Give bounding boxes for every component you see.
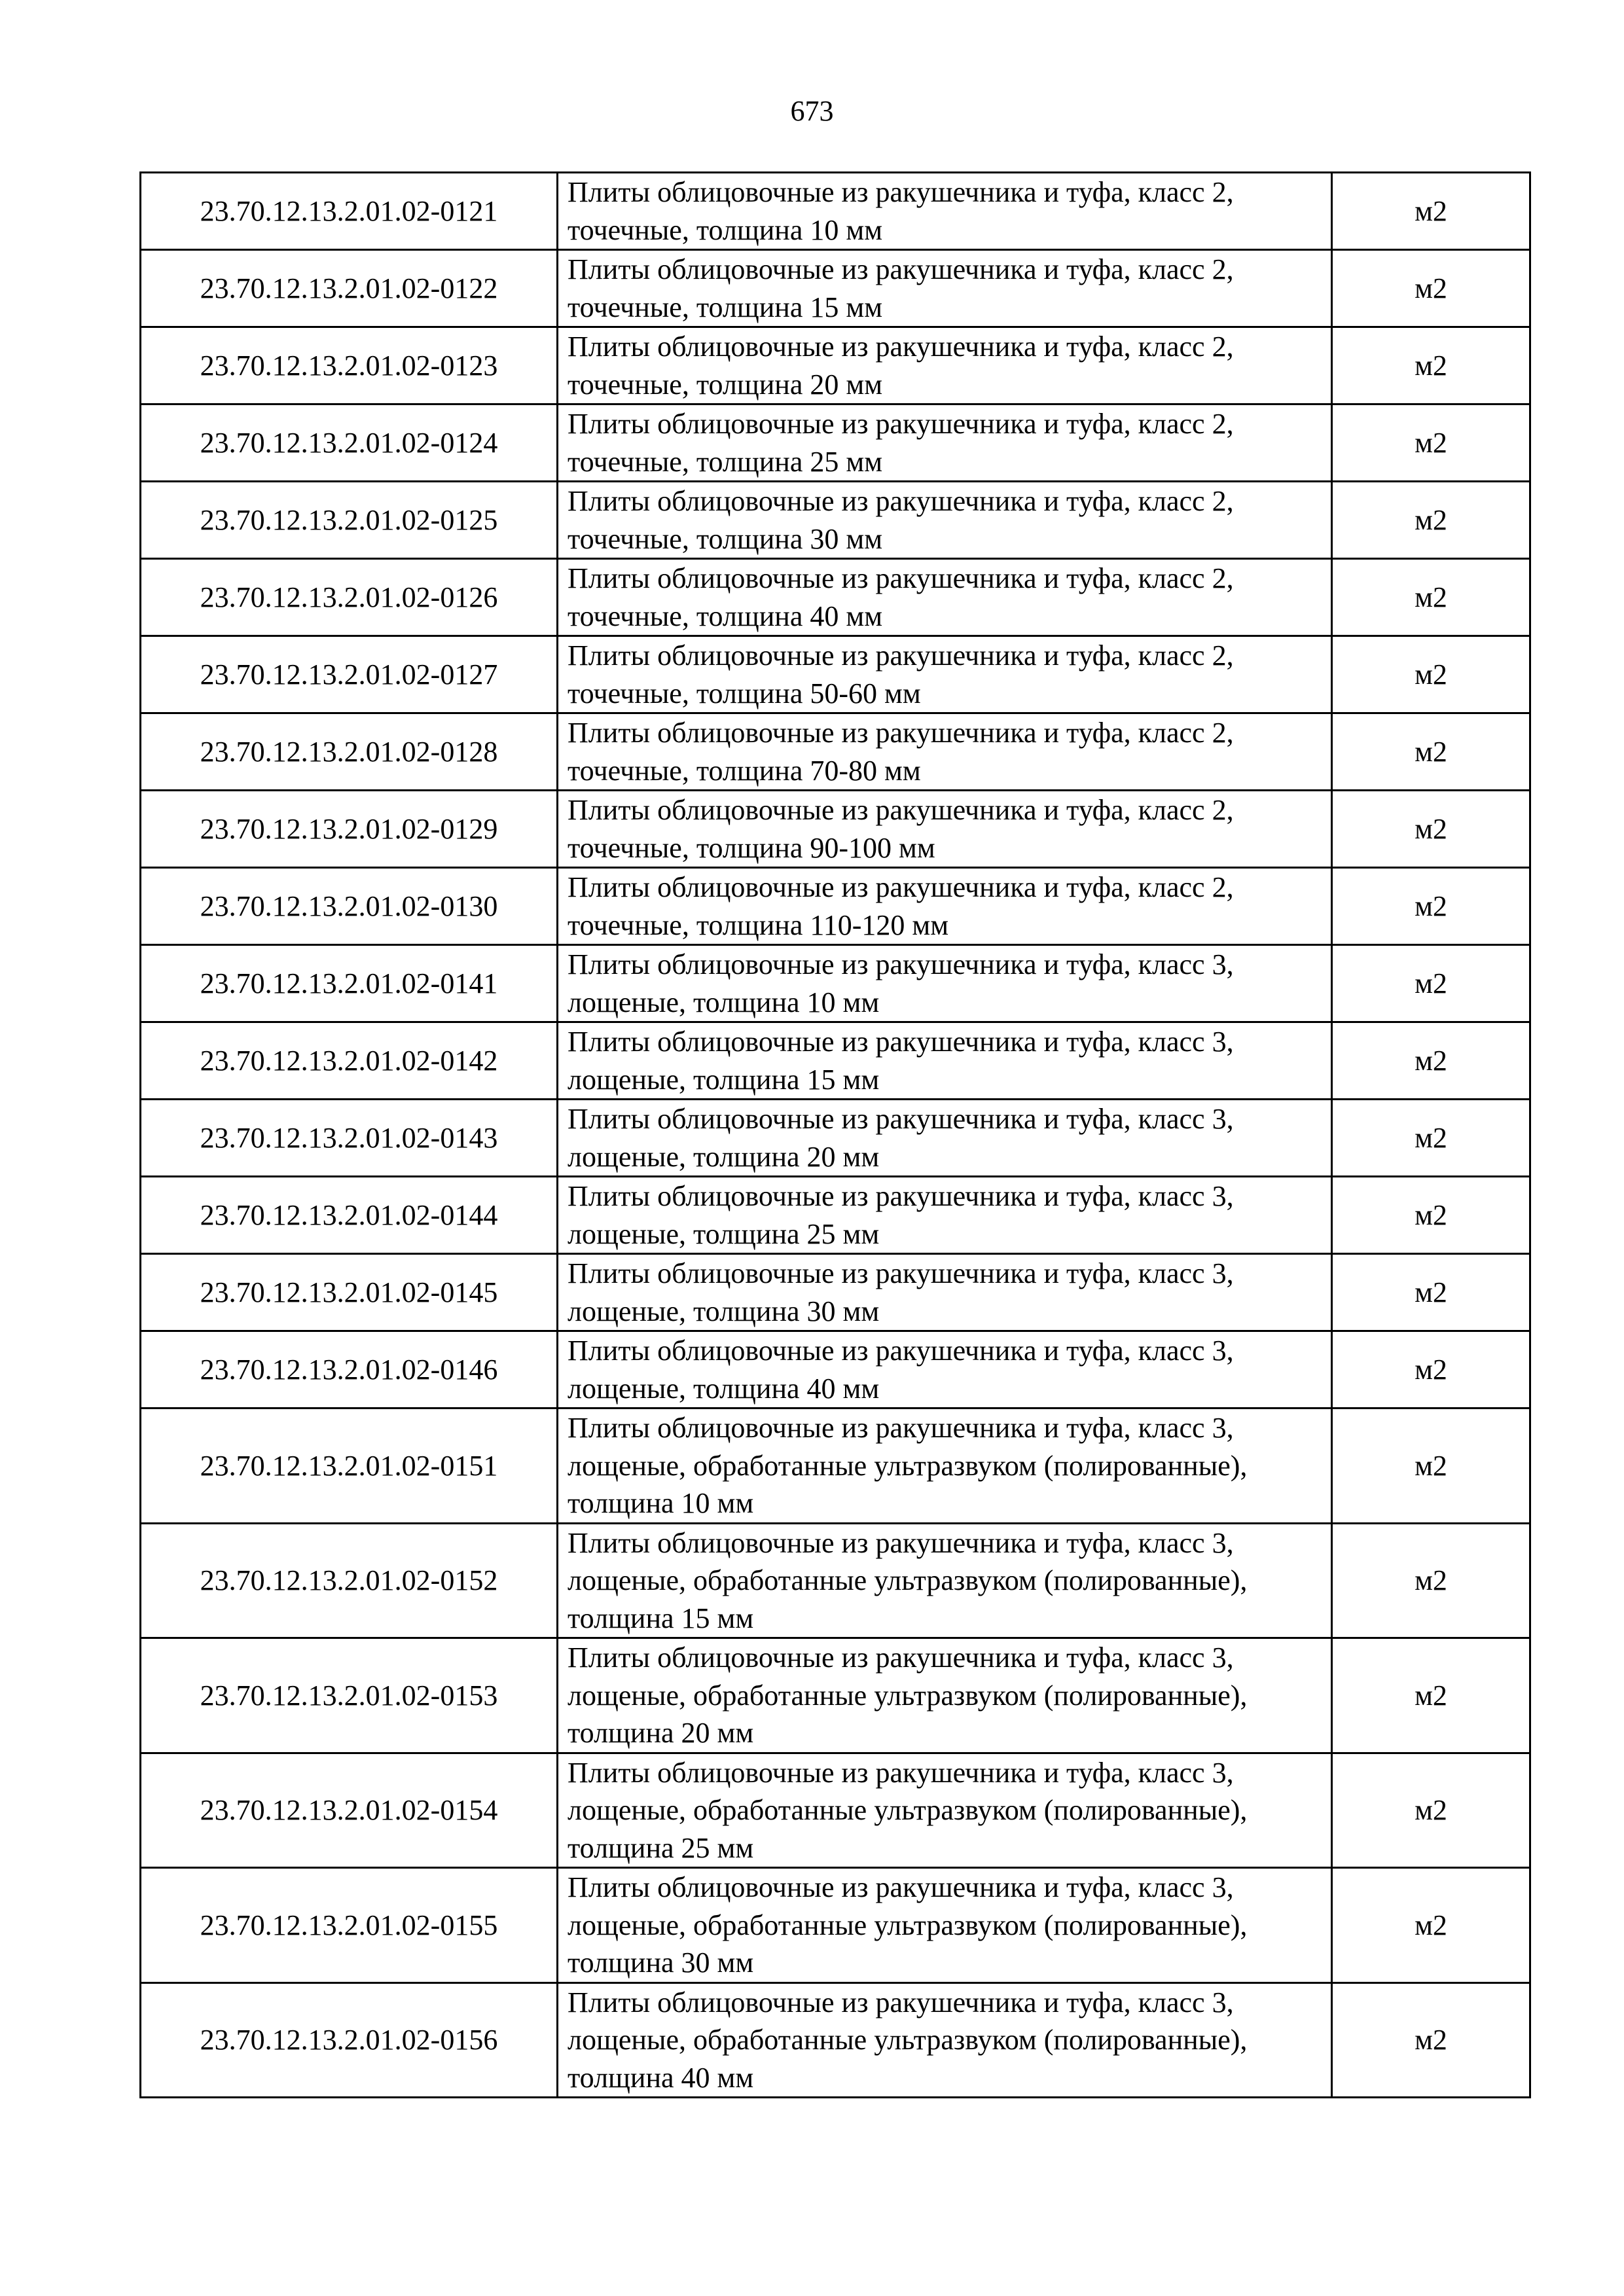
unit-of-measure: м2 bbox=[1332, 1753, 1530, 1868]
unit-of-measure: м2 bbox=[1332, 713, 1530, 791]
resource-description: Плиты облицовочные из ракушечника и туфа, класс 2, точечные, толщина 90-100 мм bbox=[558, 791, 1332, 868]
table-row bbox=[141, 559, 1530, 636]
unit-of-measure: м2 bbox=[1332, 636, 1530, 713]
unit-of-measure: м2 bbox=[1332, 1022, 1530, 1100]
resource-code: 23.70.12.13.2.01.02-0127 bbox=[141, 636, 558, 713]
table-row bbox=[141, 1100, 1530, 1177]
unit-of-measure: м2 bbox=[1332, 1254, 1530, 1331]
table-row bbox=[141, 1638, 1530, 1753]
unit-of-measure: м2 bbox=[1332, 1868, 1530, 1983]
resource-description: Плиты облицовочные из ракушечника и туфа, класс 3, лощеные, толщина 25 мм bbox=[558, 1177, 1332, 1254]
resource-description: Плиты облицовочные из ракушечника и туфа, класс 2, точечные, толщина 110-120 мм bbox=[558, 868, 1332, 945]
resource-code: 23.70.12.13.2.01.02-0151 bbox=[141, 1408, 558, 1524]
table-row bbox=[141, 1408, 1530, 1524]
resource-code: 23.70.12.13.2.01.02-0144 bbox=[141, 1177, 558, 1254]
table-row bbox=[141, 945, 1530, 1022]
unit-of-measure: м2 bbox=[1332, 1100, 1530, 1177]
unit-of-measure: м2 bbox=[1332, 1331, 1530, 1408]
resource-code: 23.70.12.13.2.01.02-0154 bbox=[141, 1753, 558, 1868]
unit-of-measure: м2 bbox=[1332, 482, 1530, 559]
resource-description: Плиты облицовочные из ракушечника и туфа, класс 3, лощеные, толщина 10 мм bbox=[558, 945, 1332, 1022]
resource-code: 23.70.12.13.2.01.02-0152 bbox=[141, 1523, 558, 1638]
unit-of-measure: м2 bbox=[1332, 327, 1530, 404]
unit-of-measure: м2 bbox=[1332, 1982, 1530, 2098]
resource-description: Плиты облицовочные из ракушечника и туфа, класс 3, лощеные, толщина 15 мм bbox=[558, 1022, 1332, 1100]
unit-of-measure: м2 bbox=[1332, 404, 1530, 482]
resource-description: Плиты облицовочные из ракушечника и туфа, класс 2, точечные, толщина 15 мм bbox=[558, 250, 1332, 327]
unit-of-measure: м2 bbox=[1332, 868, 1530, 945]
resource-code: 23.70.12.13.2.01.02-0130 bbox=[141, 868, 558, 945]
resource-description: Плиты облицовочные из ракушечника и туфа, класс 2, точечные, толщина 10 мм bbox=[558, 173, 1332, 250]
resource-description: Плиты облицовочные из ракушечника и туфа, класс 2, точечные, толщина 30 мм bbox=[558, 482, 1332, 559]
resource-description: Плиты облицовочные из ракушечника и туфа, класс 3, лощеные, толщина 40 мм bbox=[558, 1331, 1332, 1408]
table-row bbox=[141, 327, 1530, 404]
resource-description: Плиты облицовочные из ракушечника и туфа, класс 3, лощеные, толщина 30 мм bbox=[558, 1254, 1332, 1331]
table-row bbox=[141, 1982, 1530, 2098]
resource-code: 23.70.12.13.2.01.02-0153 bbox=[141, 1638, 558, 1753]
table-row bbox=[141, 1523, 1530, 1638]
resource-description: Плиты облицовочные из ракушечника и туфа, класс 2, точечные, толщина 25 мм bbox=[558, 404, 1332, 482]
resource-code: 23.70.12.13.2.01.02-0141 bbox=[141, 945, 558, 1022]
resource-code: 23.70.12.13.2.01.02-0142 bbox=[141, 1022, 558, 1100]
resource-code: 23.70.12.13.2.01.02-0129 bbox=[141, 791, 558, 868]
resource-code: 23.70.12.13.2.01.02-0128 bbox=[141, 713, 558, 791]
unit-of-measure: м2 bbox=[1332, 791, 1530, 868]
table-row bbox=[141, 791, 1530, 868]
resource-code: 23.70.12.13.2.01.02-0125 bbox=[141, 482, 558, 559]
table-row bbox=[141, 636, 1530, 713]
resource-code: 23.70.12.13.2.01.02-0143 bbox=[141, 1100, 558, 1177]
resource-description: Плиты облицовочные из ракушечника и туфа, класс 3, лощеные, толщина 20 мм bbox=[558, 1100, 1332, 1177]
table-row bbox=[141, 173, 1530, 250]
table-row bbox=[141, 250, 1530, 327]
resource-code: 23.70.12.13.2.01.02-0155 bbox=[141, 1868, 558, 1983]
resource-description: Плиты облицовочные из ракушечника и туфа, класс 2, точечные, толщина 50-60 мм bbox=[558, 636, 1332, 713]
resource-description: Плиты облицовочные из ракушечника и туфа, класс 3, лощеные, обработанные ультразвуком (полированные), толщина 10 мм bbox=[558, 1408, 1332, 1524]
unit-of-measure: м2 bbox=[1332, 945, 1530, 1022]
table-row bbox=[141, 868, 1530, 945]
table-row bbox=[141, 1254, 1530, 1331]
resource-description: Плиты облицовочные из ракушечника и туфа, класс 2, точечные, толщина 20 мм bbox=[558, 327, 1332, 404]
table-row bbox=[141, 1177, 1530, 1254]
table-row bbox=[141, 1868, 1530, 1983]
resource-description: Плиты облицовочные из ракушечника и туфа, класс 2, точечные, толщина 40 мм bbox=[558, 559, 1332, 636]
unit-of-measure: м2 bbox=[1332, 173, 1530, 250]
unit-of-measure: м2 bbox=[1332, 559, 1530, 636]
resource-description: Плиты облицовочные из ракушечника и туфа, класс 3, лощеные, обработанные ультразвуком (полированные), толщина 20 мм bbox=[558, 1638, 1332, 1753]
resource-description: Плиты облицовочные из ракушечника и туфа, класс 3, лощеные, обработанные ультразвуком (полированные), толщина 40 мм bbox=[558, 1982, 1332, 2098]
materials-table bbox=[139, 171, 1531, 2098]
resource-description: Плиты облицовочные из ракушечника и туфа, класс 2, точечные, толщина 70-80 мм bbox=[558, 713, 1332, 791]
unit-of-measure: м2 bbox=[1332, 1638, 1530, 1753]
table-row bbox=[141, 1753, 1530, 1868]
resource-description: Плиты облицовочные из ракушечника и туфа, класс 3, лощеные, обработанные ультразвуком (полированные), толщина 25 мм bbox=[558, 1753, 1332, 1868]
resource-code: 23.70.12.13.2.01.02-0122 bbox=[141, 250, 558, 327]
resource-code: 23.70.12.13.2.01.02-0146 bbox=[141, 1331, 558, 1408]
table-row bbox=[141, 1022, 1530, 1100]
table-row bbox=[141, 1331, 1530, 1408]
unit-of-measure: м2 bbox=[1332, 1177, 1530, 1254]
page-number: 673 bbox=[790, 95, 834, 127]
table-row bbox=[141, 482, 1530, 559]
resource-code: 23.70.12.13.2.01.02-0156 bbox=[141, 1982, 558, 2098]
resource-code: 23.70.12.13.2.01.02-0126 bbox=[141, 559, 558, 636]
unit-of-measure: м2 bbox=[1332, 1408, 1530, 1524]
resource-description: Плиты облицовочные из ракушечника и туфа, класс 3, лощеные, обработанные ультразвуком (полированные), толщина 15 мм bbox=[558, 1523, 1332, 1638]
unit-of-measure: м2 bbox=[1332, 250, 1530, 327]
table-row bbox=[141, 713, 1530, 791]
resource-description: Плиты облицовочные из ракушечника и туфа, класс 3, лощеные, обработанные ультразвуком (полированные), толщина 30 мм bbox=[558, 1868, 1332, 1983]
resource-code: 23.70.12.13.2.01.02-0124 bbox=[141, 404, 558, 482]
resource-code: 23.70.12.13.2.01.02-0121 bbox=[141, 173, 558, 250]
table-row bbox=[141, 404, 1530, 482]
unit-of-measure: м2 bbox=[1332, 1523, 1530, 1638]
resource-code: 23.70.12.13.2.01.02-0123 bbox=[141, 327, 558, 404]
resource-code: 23.70.12.13.2.01.02-0145 bbox=[141, 1254, 558, 1331]
